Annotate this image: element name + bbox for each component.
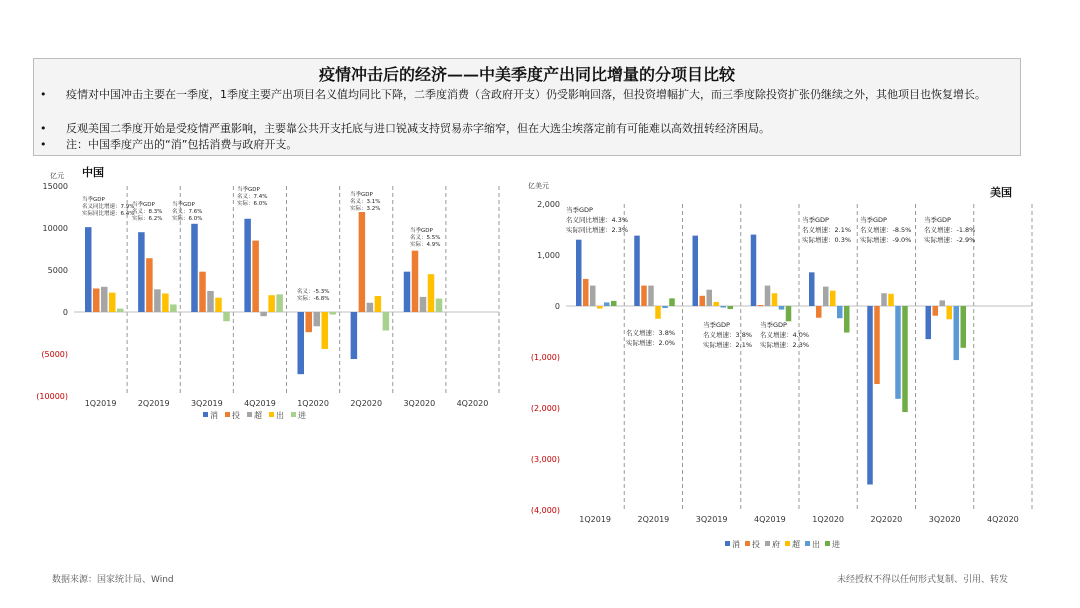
bar-超	[830, 291, 836, 306]
y-tick-label: (2,000)	[530, 404, 560, 413]
gdp-annotation: 名义增速：-8.5%	[860, 226, 912, 234]
gdp-annotation: 名义同比增速：4.3%	[566, 216, 629, 224]
gdp-annotation: 当季GDP	[172, 202, 195, 208]
bar-超	[772, 293, 778, 306]
legend-swatch-超	[785, 541, 790, 546]
legend-label: 出	[812, 540, 820, 549]
bar-消	[926, 306, 932, 339]
bar-消	[809, 272, 815, 306]
bar-超	[888, 294, 894, 306]
legend-label: 进	[298, 411, 306, 420]
gdp-annotation: 实际同比增速：6.4%	[82, 211, 135, 217]
bar-出	[604, 302, 610, 306]
bullet-text: 反观美国二季度开始是受疫情严重影响，主要靠公共开支托底与进口锐减支持贸易赤字缩窄，但在大选尘埃落定前有可能难以高效扭转经济困局。	[66, 122, 770, 135]
page-title: 疫情冲击后的经济——中美季度产出同比增量的分项目比较	[318, 65, 735, 84]
gdp-annotation: 实际：6.2%	[132, 216, 163, 222]
y-tick-label: 0	[62, 308, 68, 317]
legend-swatch-消	[725, 541, 730, 546]
x-tick-label: 2Q2019	[137, 399, 170, 408]
gdp-annotation: 当季GDP	[760, 321, 787, 329]
x-tick-label: 2Q2020	[870, 515, 903, 524]
bar-进	[611, 301, 617, 306]
y-tick-label: (3,000)	[530, 455, 560, 464]
y-tick-label: 2,000	[537, 200, 560, 209]
bar-超	[947, 306, 953, 319]
gdp-annotation: 当季GDP	[802, 216, 829, 224]
gdp-annotation: 名义增速：4.0%	[760, 331, 810, 339]
gdp-annotation: 当季GDP	[350, 192, 373, 198]
gdp-annotation: 名义：7.6%	[172, 209, 203, 215]
gdp-annotation: 实际：6.0%	[172, 216, 203, 222]
gdp-annotation: 实际：4.9%	[410, 242, 441, 248]
gdp-annotation: 当季GDP	[82, 197, 105, 203]
bar-投	[816, 306, 822, 318]
gdp-annotation: 实际：-6.8%	[297, 296, 330, 302]
legend-swatch-进	[825, 541, 830, 546]
bar-府	[707, 290, 713, 306]
gdp-annotation: 名义增速：3.8%	[703, 331, 753, 339]
bar-消	[576, 240, 582, 306]
bar-出	[837, 306, 843, 318]
x-tick-label: 3Q2020	[928, 515, 961, 524]
gdp-annotation: 实际增速：2.0%	[626, 339, 676, 347]
chart-title: 中国	[82, 166, 104, 179]
bar-消	[634, 236, 640, 306]
gdp-annotation: 名义：8.3%	[132, 209, 163, 215]
x-tick-label: 4Q2020	[987, 515, 1019, 524]
y-tick-label: (4,000)	[530, 506, 560, 515]
bar-投	[583, 279, 589, 306]
x-tick-label: 1Q2019	[84, 399, 117, 408]
bar-进	[728, 306, 734, 309]
gdp-annotation: 名义：3.1%	[350, 199, 381, 205]
bar-进	[902, 306, 908, 412]
gdp-annotation: 名义：5.5%	[410, 235, 441, 241]
gdp-annotation: 实际：6.0%	[237, 201, 268, 207]
gdp-annotation: 名义：-5.3%	[297, 289, 330, 295]
y-tick-label: 0	[554, 302, 560, 311]
x-tick-label: 2Q2019	[637, 515, 670, 524]
bar-府	[881, 293, 887, 306]
footer-rights: 未经授权不得以任何形式复制、引用、转发	[836, 575, 1008, 585]
gdp-annotation: 实际增速：2.1%	[703, 341, 753, 349]
bar-出	[721, 306, 727, 308]
bar-进	[844, 306, 850, 333]
x-tick-label: 1Q2019	[579, 515, 611, 524]
bar-府	[648, 286, 654, 306]
y-tick-label: 15000	[42, 182, 68, 191]
gdp-annotation: 名义：7.4%	[237, 194, 268, 200]
gdp-annotation: 实际增速：-2.9%	[924, 236, 976, 244]
bar-出	[895, 306, 901, 399]
bar-进	[961, 306, 967, 348]
y-tick-label: (10000)	[36, 392, 68, 401]
gdp-annotation: 当季GDP	[237, 187, 260, 193]
legend-label: 超	[254, 411, 262, 420]
legend-swatch-府	[765, 541, 770, 546]
legend-label: 出	[276, 411, 284, 420]
y-tick-label: 5000	[47, 266, 68, 275]
gdp-annotation: 名义增速：-1.8%	[924, 226, 976, 234]
gdp-annotation: 当季GDP	[924, 216, 951, 224]
bar-出	[662, 306, 668, 308]
x-tick-label: 3Q2019	[695, 515, 728, 524]
x-tick-label: 1Q2020	[297, 399, 329, 408]
x-tick-label: 1Q2020	[812, 515, 844, 524]
bullet-text: 疫情对中国冲击主要在一季度，1季度主要产出项目名义值均同比下降，二季度消费（含政府开支）仍受影响回落，但投资增幅扩大，而三季度除投资扩张仍继续之外，其他项目也恢复增长。	[66, 88, 986, 101]
bullet-dot: •	[40, 138, 47, 151]
gdp-annotation: 当季GDP	[410, 228, 433, 234]
y-tick-label: 1,000	[537, 251, 560, 260]
bar-府	[765, 286, 771, 306]
bar-超	[597, 306, 603, 309]
bar-投	[933, 306, 939, 316]
gdp-annotation: 实际增速：-9.0%	[860, 236, 912, 244]
legend-label: 进	[832, 540, 840, 549]
bar-府	[940, 300, 946, 306]
y-tick-label: (5000)	[41, 350, 68, 359]
bullet-dot: •	[40, 122, 47, 135]
x-tick-label: 3Q2020	[403, 399, 436, 408]
bar-出	[779, 306, 785, 310]
bar-投	[874, 306, 880, 384]
y-tick-label: 10000	[42, 224, 68, 233]
legend-swatch-出	[805, 541, 810, 546]
y-tick-label: (1,000)	[530, 353, 560, 362]
bullet-dot: •	[40, 88, 47, 101]
legend-swatch-投	[745, 541, 750, 546]
gdp-annotation: 名义同比增速：7.9%	[82, 204, 135, 210]
y-unit-label: 亿元	[50, 172, 64, 180]
bar-投	[700, 296, 706, 306]
x-tick-label: 2Q2020	[350, 399, 383, 408]
gdp-annotation: 名义增速：2.1%	[802, 226, 852, 234]
bar-消	[867, 306, 873, 485]
legend-label: 投	[232, 411, 240, 420]
bullet-text: 注：中国季度产出的“消”包括消费与政府开支。	[66, 138, 298, 151]
gdp-annotation: 实际增速：0.3%	[802, 236, 852, 244]
bar-府	[823, 287, 829, 306]
bar-投	[641, 286, 647, 306]
legend-label: 消	[732, 540, 740, 549]
gdp-annotation: 当季GDP	[566, 206, 593, 214]
bar-投	[758, 305, 764, 306]
gdp-annotation: 实际同比增速：2.3%	[566, 226, 629, 234]
y-unit-label: 亿美元	[528, 182, 549, 190]
bar-进	[669, 298, 675, 306]
legend-label: 府	[772, 540, 780, 549]
x-tick-label: 4Q2019	[244, 399, 276, 408]
bar-府	[590, 286, 596, 306]
legend-label: 消	[210, 411, 218, 420]
bar-超	[714, 302, 720, 306]
bar-消	[751, 235, 757, 306]
gdp-annotation: 实际增速：2.3%	[760, 341, 810, 349]
footer-source: 数据来源：国家统计局、Wind	[52, 575, 174, 585]
x-tick-label: 4Q2020	[456, 399, 489, 408]
legend-label: 投	[752, 540, 760, 549]
gdp-annotation: 当季GDP	[703, 321, 730, 329]
legend-label: 超	[792, 540, 800, 549]
x-tick-label: 3Q2019	[190, 399, 223, 408]
gdp-annotation: 名义增速：3.8%	[626, 329, 676, 337]
bar-超	[655, 306, 661, 319]
gdp-annotation: 当季GDP	[132, 202, 155, 208]
bar-进	[786, 306, 792, 321]
bar-消	[693, 236, 699, 306]
bar-出	[954, 306, 960, 360]
chart-title: 美国	[990, 186, 1012, 199]
gdp-annotation: 实际：3.2%	[350, 206, 381, 212]
gdp-annotation: 当季GDP	[860, 216, 887, 224]
x-tick-label: 4Q2019	[754, 515, 786, 524]
